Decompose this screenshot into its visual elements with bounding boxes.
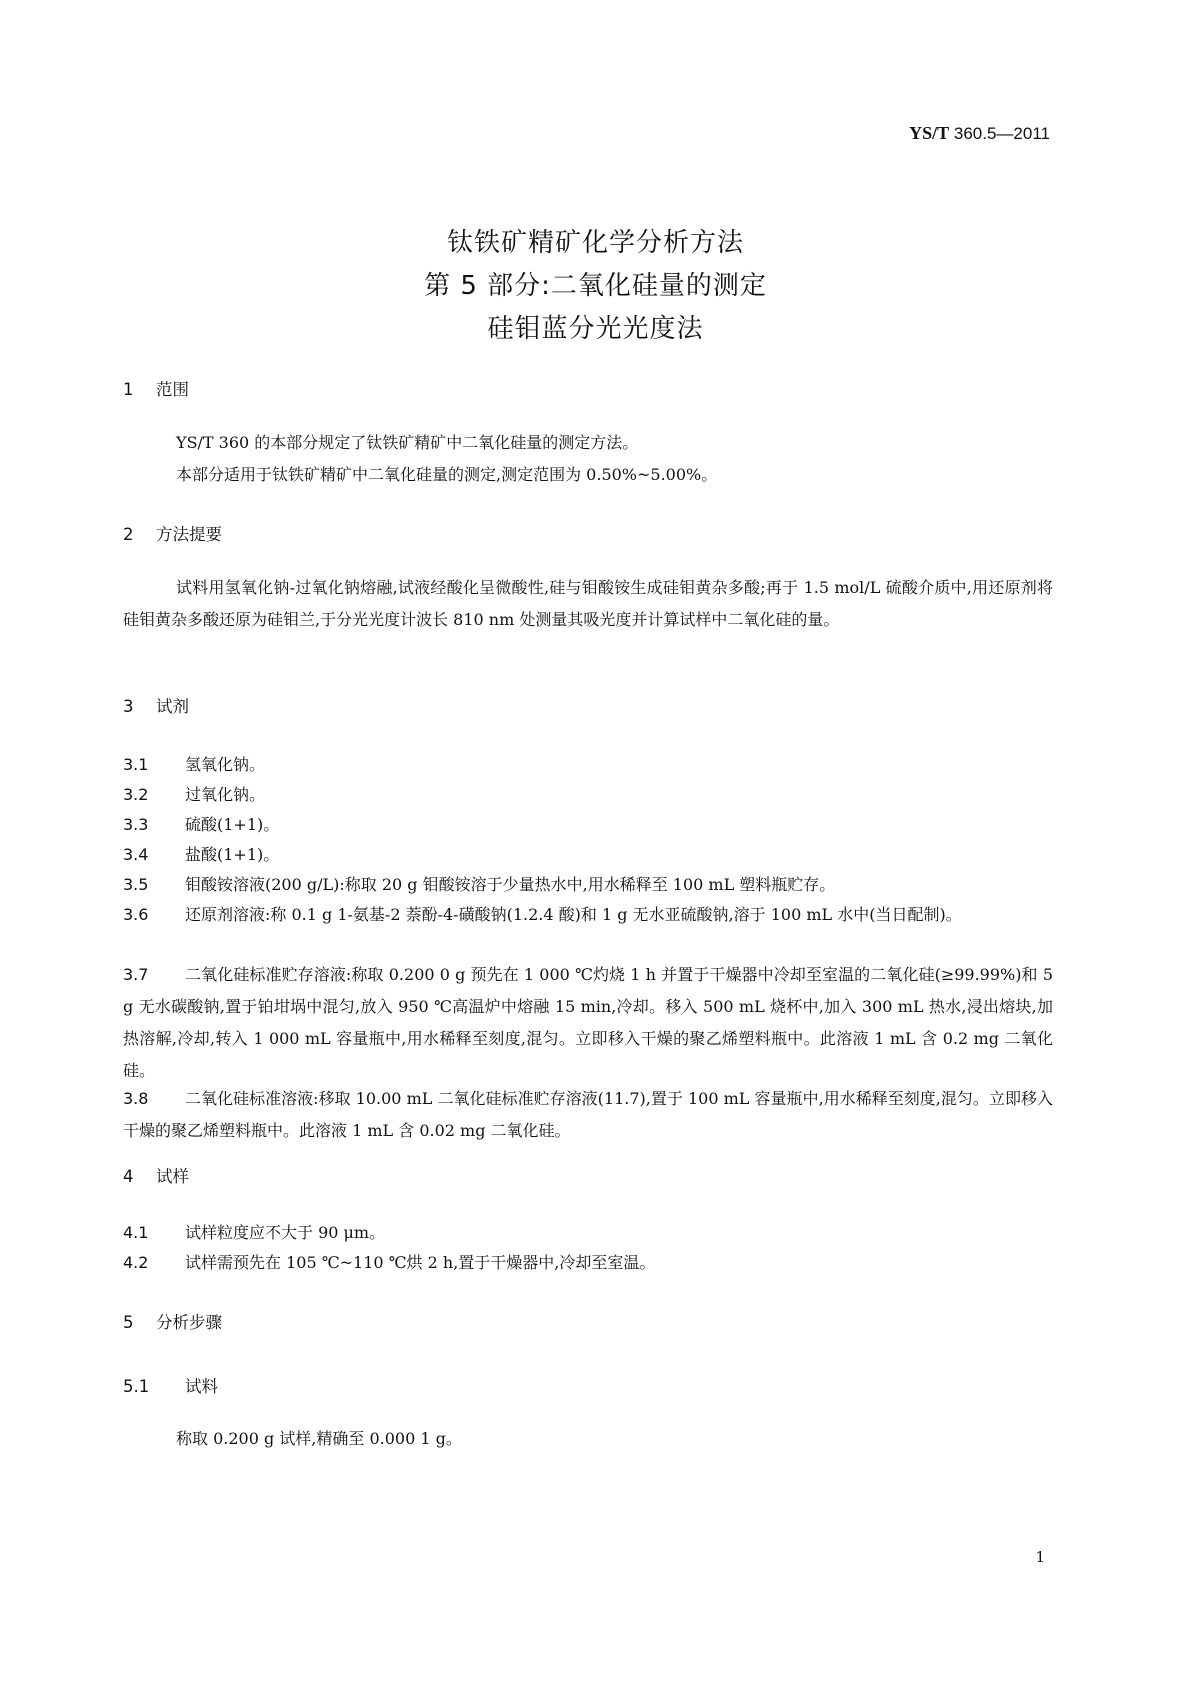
section-heading-1	[123, 376, 189, 400]
section-number: 4	[123, 1167, 134, 1186]
paragraph: YS/T 360 的本部分规定了钛铁矿精矿中二氧化硅量的测定方法。	[176, 433, 639, 452]
subsection-number: 5.1	[123, 1377, 150, 1396]
section-heading-5	[123, 1309, 222, 1333]
reagent-item: 3.2 过氧化钠。	[123, 785, 266, 804]
document-title	[0, 222, 1191, 351]
section-heading-3	[123, 693, 189, 717]
paragraph: 称取 0.200 g 试样,精确至 0.000 1 g。	[176, 1429, 462, 1448]
section-number: 1	[123, 380, 134, 399]
title-line-1: 钛铁矿精矿化学分析方法	[446, 228, 744, 258]
sample-item: 4.1 试样粒度应不大于 90 μm。	[123, 1223, 386, 1242]
reagent-item: 3.8 二氧化硅标准溶液:移取 10.00 mL 二氧化硅标准贮存溶液(11.7),置于 100 mL 容量瓶中,用水稀释至刻度,混匀。立即移入干燥的聚乙烯塑料瓶中。此溶液 1 mL 含 0.02 mg 二氧化硅。	[123, 1089, 1053, 1140]
standard-code: 360.5—2011	[953, 124, 1050, 143]
section-title: 试剂	[156, 697, 189, 716]
sample-item: 4.2 试样需预先在 105 ℃~110 ℃烘 2 h,置于干燥器中,冷却至室温。	[123, 1253, 656, 1272]
reagent-item: 3.5 钼酸铵溶液(200 g/L):称取 20 g 钼酸铵溶于少量热水中,用水稀释至 100 mL 塑料瓶贮存。	[123, 875, 836, 894]
standard-number	[909, 123, 1050, 144]
reagent-item: 3.4 盐酸(1+1)。	[123, 845, 280, 864]
standard-prefix: YS/T	[909, 123, 950, 143]
page-number: 1	[1035, 1548, 1045, 1566]
section-number: 2	[123, 525, 134, 544]
section-number: 5	[123, 1313, 134, 1332]
title-line-3: 硅钼蓝分光光度法	[487, 314, 704, 344]
section-title: 试样	[156, 1167, 189, 1186]
section-heading-2	[123, 521, 222, 545]
section-number: 3	[123, 697, 134, 716]
subsection-title: 试料	[185, 1377, 218, 1396]
subsection-heading-5-1	[123, 1373, 218, 1397]
section-title: 范围	[156, 380, 189, 399]
reagent-item: 3.3 硫酸(1+1)。	[123, 815, 280, 834]
reagent-item: 3.1 氢氧化钠。	[123, 755, 266, 774]
reagent-item: 3.7 二氧化硅标准贮存溶液:称取 0.200 0 g 预先在 1 000 ℃灼烧 1 h 并置于干燥器中冷却至室温的二氧化硅(≥99.99%)和 5 g 无水碳酸钠,置于铂坩埚中混匀,放入 950 ℃高温炉中熔融 15 min,冷却。移入 500 mL 烧杯中,加入 300 mL 热水,浸出熔块,加热溶解,冷却,转入 1 000 mL 容量瓶中,用水稀释至刻度,混匀。立即移入干燥的聚乙烯塑料瓶中。此溶液 1 mL 含 0.2 mg 二氧化硅。	[123, 965, 1053, 1080]
section-heading-4	[123, 1163, 189, 1187]
reagent-item: 3.6 还原剂溶液:称 0.1 g 1-氨基-2 萘酚-4-磺酸钠(1.2.4 酸)和 1 g 无水亚硫酸钠,溶于 100 mL 水中(当日配制)。	[123, 905, 962, 924]
paragraph: 试料用氢氧化钠-过氧化钠熔融,试液经酸化呈微酸性,硅与钼酸铵生成硅钼黄杂多酸;再于 1.5 mol/L 硫酸介质中,用还原剂将硅钼黄杂多酸还原为硅钼兰,于分光光度计波长 810 nm 处测量其吸光度并计算试样中二氧化硅的量。	[123, 578, 1053, 629]
paragraph: 本部分适用于钛铁矿精矿中二氧化硅量的测定,测定范围为 0.50%~5.00%。	[176, 465, 718, 484]
title-line-2: 第 5 部分:二氧化硅量的测定	[424, 271, 767, 301]
section-title: 分析步骤	[156, 1313, 222, 1332]
section-title: 方法提要	[156, 525, 222, 544]
